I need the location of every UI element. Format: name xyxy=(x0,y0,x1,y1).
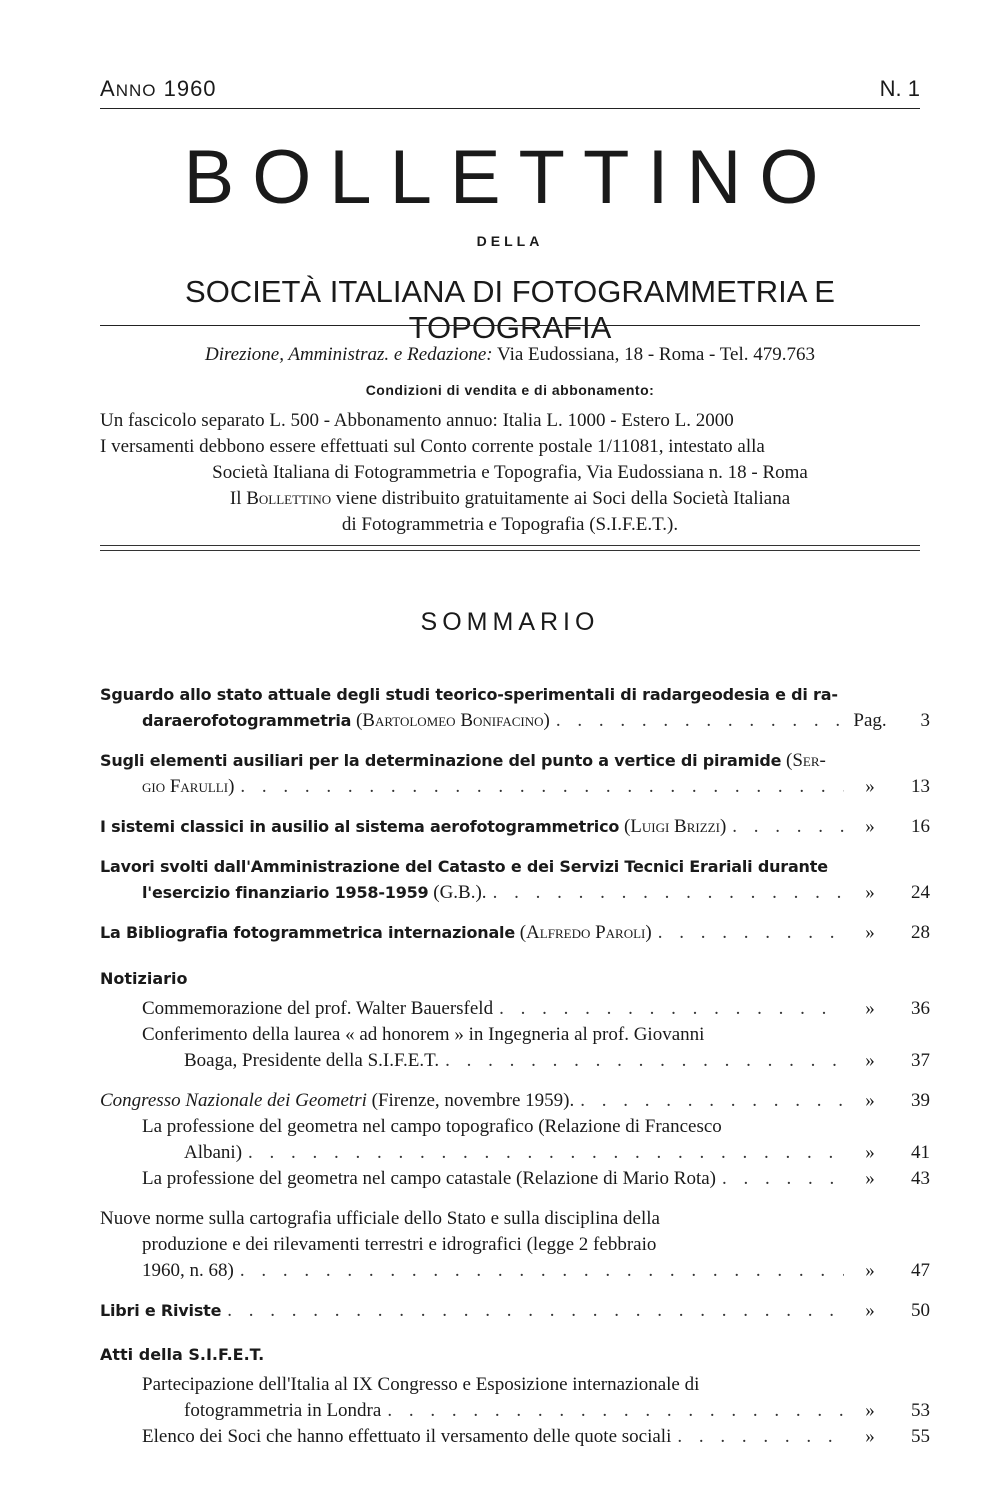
toc-entry-title: Libri e Riviste xyxy=(100,1301,222,1320)
year-label: ANNO 1960 xyxy=(100,76,217,101)
toc-section-congresso xyxy=(100,1088,930,1192)
toc-entry-title: fotogrammetria in Londra xyxy=(184,1400,382,1421)
leader-dots xyxy=(387,1398,844,1424)
page-number: 53 xyxy=(911,1400,930,1421)
toc-entry-author: gio Farulli) xyxy=(142,776,235,797)
ditto-mark: » xyxy=(865,998,875,1019)
toc-entry-title: Nuove norme sulla cartografia ufficiale dello Stato e sulla disciplina della xyxy=(100,1208,660,1229)
leader-dots xyxy=(248,1140,844,1166)
ditto-mark: » xyxy=(865,1090,875,1111)
page-number: 28 xyxy=(911,922,930,943)
leader-dots xyxy=(445,1048,844,1074)
toc-entry-title: Partecipazione dell'Italia al IX Congresso e Esposizione internazionale di xyxy=(142,1374,700,1395)
page-number: 55 xyxy=(911,1426,930,1447)
toc-entry-title: Albani) xyxy=(184,1142,243,1163)
ditto-mark: » xyxy=(865,1260,875,1281)
sommario-heading: SOMMARIO xyxy=(420,608,600,636)
price-line: Un fascicolo separato L. 500 - Abbonamento annuo: Italia L. 1000 - Estero L. 2000 xyxy=(100,410,734,431)
toc-entry xyxy=(100,920,930,946)
ditto-mark: » xyxy=(865,882,875,903)
toc-entry-title: produzione e dei rilevamenti terrestri e idrografici (legge 2 febbraio xyxy=(142,1234,657,1255)
toc-entry-author: (Luigi Brizzi) xyxy=(623,816,727,837)
header-rule xyxy=(100,108,920,109)
toc-entry-title: l'esercizio finanziario 1958-1959 xyxy=(142,883,429,902)
ditto-mark: » xyxy=(865,1142,875,1163)
toc-entry-detail: (Firenze, novembre 1959). xyxy=(371,1090,575,1111)
toc-entry-title: La Bibliografia fotogrammetrica internazionale xyxy=(100,923,515,942)
section-heading: Atti della S.I.F.E.T. xyxy=(100,1345,265,1364)
leader-dots xyxy=(240,774,844,800)
distribution-line-1: Il Bollettino viene distribuito gratuitamente ai Soci della Società Italiana xyxy=(229,488,791,509)
toc-entry xyxy=(100,682,930,734)
ditto-mark: » xyxy=(865,1426,875,1447)
toc-entry-title: I sistemi classici in ausilio al sistema aerofotogrammetrico xyxy=(100,817,620,836)
page-number: 50 xyxy=(911,1300,930,1321)
direction-line xyxy=(100,342,920,368)
toc-entry-title: La professione del geometra nel campo catastale (Relazione di Mario Rota) xyxy=(142,1168,716,1189)
toc-entry-title: Commemorazione del prof. Walter Bauersfeld xyxy=(142,998,494,1019)
toc-entry-title: Conferimento della laurea « ad honorem » in Ingegneria al prof. Giovanni xyxy=(142,1024,705,1045)
issue-number: N. 1 xyxy=(879,76,920,101)
toc-entry xyxy=(100,1206,930,1284)
ditto-mark: » xyxy=(865,816,875,837)
toc-entry xyxy=(100,748,930,800)
leader-dots xyxy=(722,1166,844,1192)
bulletin-title: BOLLETTINO xyxy=(183,135,837,220)
page-number: 24 xyxy=(911,882,930,903)
leader-dots xyxy=(493,880,844,906)
page-label: Pag. xyxy=(853,710,887,731)
page-number: 36 xyxy=(911,998,930,1019)
leader-dots xyxy=(658,920,844,946)
subscription-block xyxy=(100,408,920,538)
leader-dots xyxy=(556,708,844,734)
toc-entry-author: (Ser- xyxy=(786,750,826,771)
toc-entry-author: (Bartolomeo Bonifacino) xyxy=(355,710,550,731)
distribution-line-2: di Fotogrammetria e Topografia (S.I.F.E.T.). xyxy=(341,514,679,535)
toc-entry-title: daraerofotogrammetria xyxy=(142,711,352,730)
toc-entry xyxy=(100,854,930,906)
page-number: 41 xyxy=(911,1142,930,1163)
page-number: 43 xyxy=(911,1168,930,1189)
toc-entry-title: Sugli elementi ausiliari per la determinazione del punto a vertice di piramide xyxy=(100,751,782,770)
direction-address: Via Eudossiana, 18 - Roma - Tel. 479.763 xyxy=(497,344,816,365)
toc-section-notiziario xyxy=(100,966,930,1074)
toc-entry-author: (Alfredo Paroli) xyxy=(519,922,652,943)
page-number: 39 xyxy=(911,1090,930,1111)
ditto-mark: » xyxy=(865,776,875,797)
ditto-mark: » xyxy=(865,1400,875,1421)
leader-dots xyxy=(240,1258,844,1284)
payment-line-2: Società Italiana di Fotogrammetria e Topografia, Via Eudossiana n. 18 - Roma xyxy=(212,462,808,483)
year-value: 1960 xyxy=(163,76,217,101)
leader-dots xyxy=(580,1088,844,1114)
society-name: SOCIETÀ ITALIANA DI FOTOGRAMMETRIA E TOPOGRAFIA xyxy=(185,274,835,345)
ditto-mark: » xyxy=(865,1300,875,1321)
direction-label: Direzione, Amministraz. e Redazione: xyxy=(204,344,493,365)
ditto-mark: » xyxy=(865,922,875,943)
toc-entry-title: Boaga, Presidente della S.I.F.E.T. xyxy=(184,1050,440,1071)
conditions-heading: Condizioni di vendita e di abbonamento: xyxy=(365,382,655,398)
leader-dots xyxy=(677,1424,844,1450)
page-number: 16 xyxy=(911,816,930,837)
toc-entry-title: Lavori svolti dall'Amministrazione del Catasto e dei Servizi Tecnici Erariali durante xyxy=(100,857,828,876)
page-number: 3 xyxy=(920,710,930,731)
toc-entry xyxy=(100,1298,930,1324)
running-header xyxy=(100,76,920,106)
toc-entry-title: Sguardo allo stato attuale degli studi teorico-sperimentali di radargeodesia e di ra- xyxy=(100,685,838,704)
payment-line-1: I versamenti debbono essere effettuati sul Conto corrente postale 1/11081, intestato alla xyxy=(100,436,765,457)
leader-dots xyxy=(732,814,844,840)
della-label: DELLA xyxy=(476,233,544,249)
double-rule xyxy=(100,545,920,551)
toc-entry xyxy=(100,814,930,840)
ditto-mark: » xyxy=(865,1050,875,1071)
table-of-contents xyxy=(100,682,930,1464)
toc-entry-title: 1960, n. 68) xyxy=(142,1260,234,1281)
toc-entry-title: Congresso Nazionale dei Geometri xyxy=(100,1090,367,1111)
page-number: 37 xyxy=(911,1050,930,1071)
toc-entry-title: Elenco dei Soci che hanno effettuato il versamento delle quote sociali xyxy=(142,1426,672,1447)
toc-section-atti xyxy=(100,1342,930,1450)
page-number: 47 xyxy=(911,1260,930,1281)
section-heading: Notiziario xyxy=(100,969,188,988)
ditto-mark: » xyxy=(865,1168,875,1189)
leader-dots xyxy=(499,996,844,1022)
masthead-rule xyxy=(100,325,920,326)
toc-entry-title: La professione del geometra nel campo topografico (Relazione di Francesco xyxy=(142,1116,722,1137)
leader-dots xyxy=(227,1298,844,1324)
toc-entry-author: (G.B.). xyxy=(433,882,487,903)
page-number: 13 xyxy=(911,776,930,797)
